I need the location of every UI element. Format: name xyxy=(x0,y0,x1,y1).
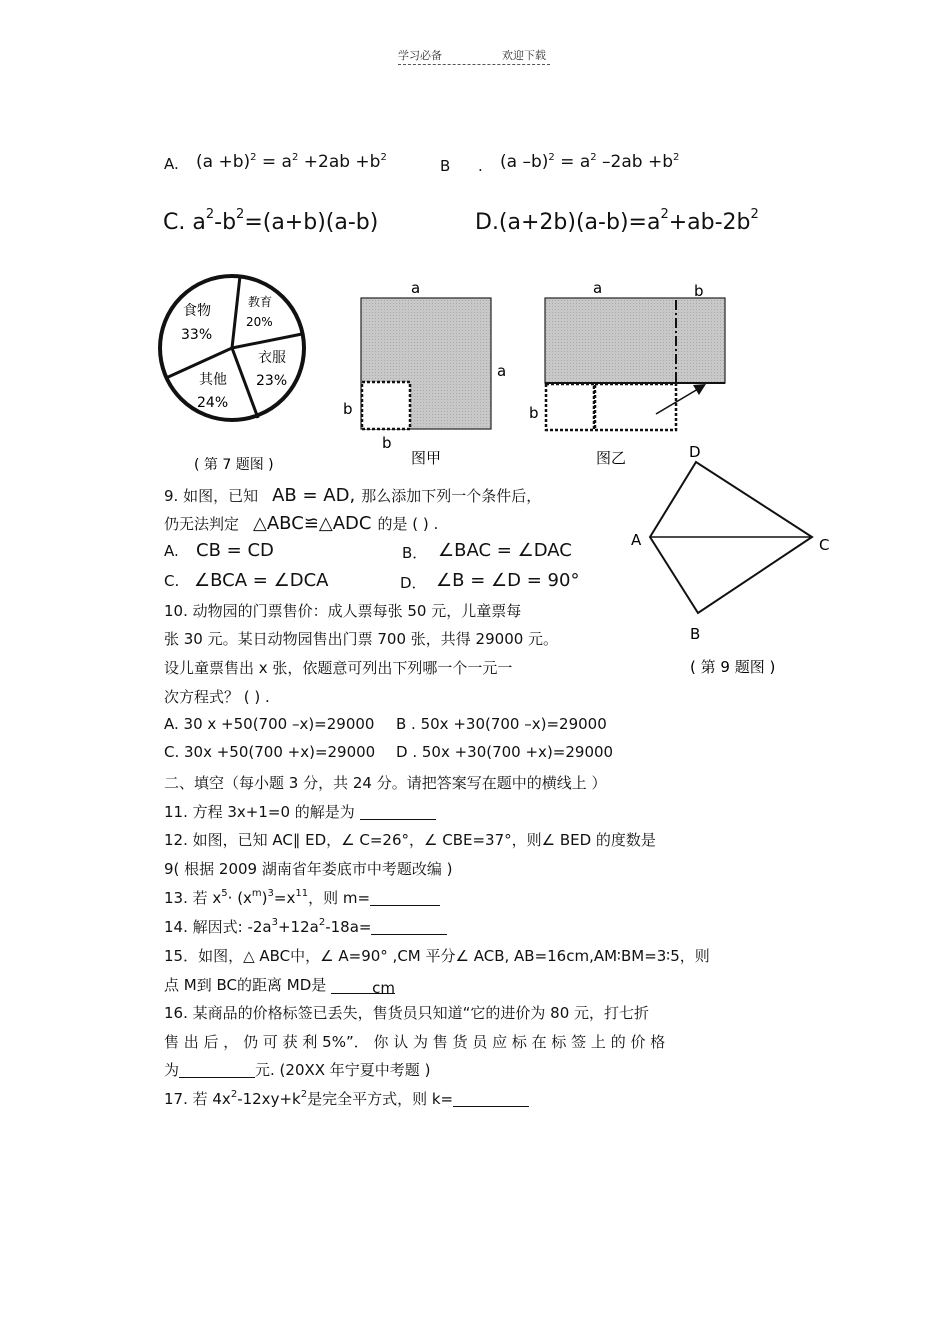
pie-chart xyxy=(160,276,304,420)
q13-answer-blank[interactable] xyxy=(370,891,440,906)
q9-option-d: ∠B = ∠D = 90° xyxy=(436,570,580,591)
q9-line-2: 仍无法判定 △ABC≌△ADC 的是 ( ) . xyxy=(164,513,439,534)
q9-option-c-label: C. xyxy=(164,572,180,590)
q17: 17. 若 $4x^2-12xy+k^2$是完全平方式，则 k= xyxy=(164,1088,529,1109)
q9-option-b-label: B． xyxy=(402,544,428,562)
q8-option-a-formula: $(a +b)^2 = a^2 +2ab +b^2$ xyxy=(196,152,387,172)
q13: 13. 若 $x^5\cdot (x^m)^3=x^{11}$，则 m= xyxy=(164,887,440,908)
pie-caption: ( 第 7 题图 ) xyxy=(194,457,274,473)
q15-line-1: 15．如图，△ ABC中，∠ A=90° ,CM 平分∠ ACB, AB=16cm,AM∶BM=3∶5，则 xyxy=(164,947,710,965)
yi-moved-rect xyxy=(595,384,676,430)
q9-option-d-label: D． xyxy=(400,574,427,592)
q14-answer-blank[interactable] xyxy=(371,920,447,935)
q12-line-2: 9( 根据 2009 湖南省年娄底市中考题改编 ) xyxy=(164,860,453,878)
q9-point-d: D xyxy=(689,443,701,461)
pie-slice-food-name: 食物 xyxy=(183,303,211,319)
q8-option-b-label: B xyxy=(440,157,451,175)
pie-slice-food-pct: 33% xyxy=(181,327,213,343)
q10-option-c: C. 30x +50(700 +x)=29000 xyxy=(164,743,376,761)
pie-slice-edu-pct: 20% xyxy=(246,315,273,329)
figure-jia xyxy=(343,279,506,467)
q10-line-4: 次方程式？ ( ) . xyxy=(164,688,270,706)
q8-option-b-dot: . xyxy=(478,157,483,175)
q16-line-3: 为 元. (20XX 年宁夏中考题 ) xyxy=(164,1061,431,1079)
q9-option-b: ∠BAC = ∠DAC xyxy=(438,540,572,561)
q9-option-c: ∠BCA = ∠DCA xyxy=(194,570,329,591)
q9-option-a-label: A. xyxy=(164,542,179,560)
jia-caption: 图甲 xyxy=(411,449,442,467)
yi-top-label: a xyxy=(593,279,603,297)
jia-top-label: a xyxy=(411,279,421,297)
q10-line-1: 10. 动物园的门票售价：成人票每张 50 元，儿童票每 xyxy=(164,602,522,620)
q8-option-d: $D.(a+2b)(a-b)=a^2+ab-2b^2$ xyxy=(475,207,759,235)
yi-arrow-head xyxy=(693,384,706,395)
q15-answer-blank[interactable]: cm xyxy=(331,979,395,994)
jia-left-label: b xyxy=(343,400,353,418)
q16-answer-blank[interactable] xyxy=(179,1063,255,1078)
jia-small-square xyxy=(362,382,410,429)
q10-option-a: A. 30 x +50(700 –x)=29000 xyxy=(164,715,375,733)
q8-option-c: C. $a^2-b^2=(a+b)(a-b)$ xyxy=(163,207,379,235)
q10-option-d: D . 50x +30(700 +x)=29000 xyxy=(396,743,614,761)
q9-point-b: B xyxy=(690,625,701,643)
yi-left-label: b xyxy=(529,404,539,422)
yi-top-right-label: b xyxy=(694,282,704,300)
pie-slice-clothes-pct: 23% xyxy=(256,373,288,389)
q14: 14. 解因式: $-2a^3+12a^2-18a=$ xyxy=(164,916,447,937)
section-2-heading: 二、填空（每小题 3 分，共 24 分。请把答案写在题中的横线上 ） xyxy=(164,774,607,792)
header-left: 学习必备 xyxy=(398,49,442,62)
yi-small-square xyxy=(546,384,594,430)
q11-answer-blank[interactable] xyxy=(360,805,436,820)
q17-answer-blank[interactable] xyxy=(453,1092,529,1107)
q9-option-a: CB = CD xyxy=(196,540,274,561)
header-right: 欢迎下载 xyxy=(502,49,546,62)
yi-shaded-rect xyxy=(545,298,725,383)
q15-line-2: 点 M到 BC的距离 MD是 cm xyxy=(164,976,396,997)
yi-caption: 图乙 xyxy=(596,449,627,467)
jia-bottom-label: b xyxy=(382,434,392,452)
q9-point-a: A xyxy=(631,531,642,549)
q9-caption: ( 第 9 题图 ) xyxy=(690,658,776,676)
pie-slice-edu-name: 教育 xyxy=(248,295,273,309)
pie-slice-other-pct: 24% xyxy=(197,395,229,411)
q8-option-a-label: A. xyxy=(164,155,179,173)
pie-slice-clothes-name: 衣服 xyxy=(258,350,286,366)
q10-line-3: 设儿童票售出 x 张，依题意可列出下列哪一个一元一 xyxy=(164,659,513,677)
q9-point-c: C xyxy=(819,536,830,554)
q16-line-1: 16. 某商品的价格标签已丢失，售货员只知道“它的进价为 80 元，打七折 xyxy=(164,1004,650,1022)
q10-line-2: 张 30 元。某日动物园售出门票 700 张，共得 29000 元。 xyxy=(164,630,559,648)
q10-option-b: B . 50x +30(700 –x)=29000 xyxy=(396,715,607,733)
q12-line-1: 12. 如图，已知 AC∥ ED，∠ C=26°，∠ CBE=37°，则∠ BED 的度数是 xyxy=(164,831,656,849)
q16-line-2: 售 出 后 ， 仍 可 获 利 5%”． 你 认 为 售 货 员 应 标 在 标 签 上 的 价 格 xyxy=(164,1033,666,1051)
q9-line-1: 9. 如图，已知 AB = AD, 那么添加下列一个条件后， xyxy=(164,485,542,506)
q8-option-b-formula: (a $-b)^2 = a^2$ $-2ab +b^2$ xyxy=(500,152,680,172)
figure-yi xyxy=(529,279,725,467)
jia-right-label: a xyxy=(497,362,507,380)
q11: 11. 方程 3x+1=0 的解是为 xyxy=(164,801,436,822)
pie-slice-other-name: 其他 xyxy=(199,372,227,388)
figure-q9 xyxy=(631,443,829,676)
